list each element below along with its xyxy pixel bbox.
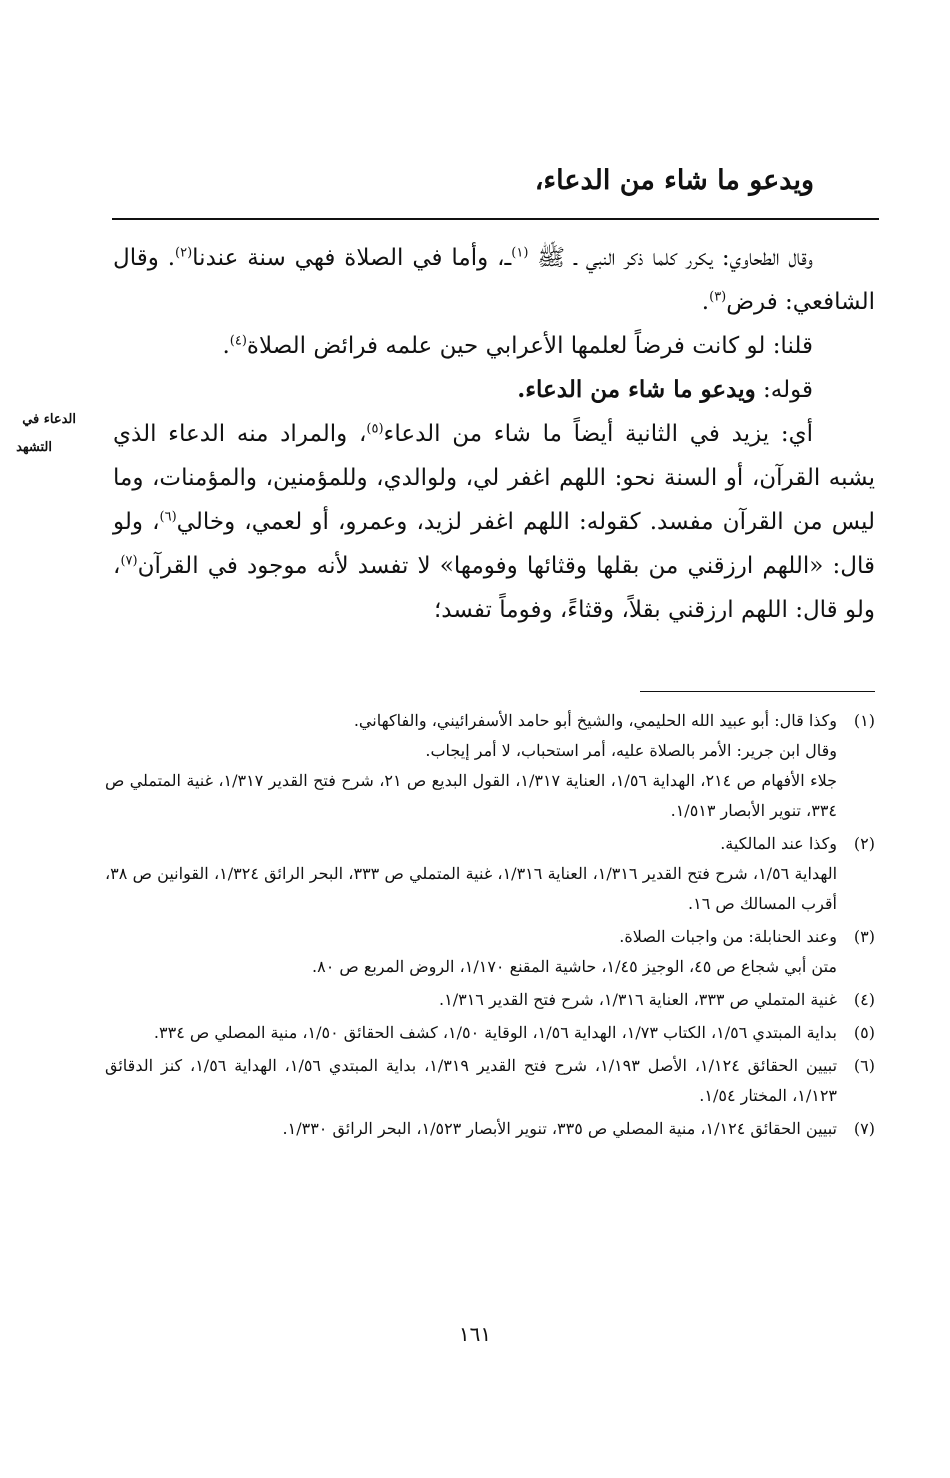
footnote-ref-3: (٣) xyxy=(709,289,727,305)
footnote-line: وكذا قال: أبو عبيد الله الحليمي، والشيخ أبو حامد الأسفرائيني، والفاكهاني. xyxy=(353,711,837,730)
main-text xyxy=(113,236,875,632)
footnote-4 xyxy=(105,985,875,1015)
quote-lead: قوله: xyxy=(763,377,813,403)
paragraph-1-text-b: ـ، وأما في الصلاة فهي سنة عندنا xyxy=(192,245,512,271)
running-header-title: ويدعو ما شاء من الدعاء، xyxy=(534,165,814,196)
footnote-1 xyxy=(105,706,875,826)
footnote-number: (٥) xyxy=(853,1023,875,1042)
footnotes xyxy=(105,706,875,1147)
footnote-6 xyxy=(105,1051,875,1111)
footnote-line: متن أبي شجاع ص ٤٥، الوجيز ١/٤٥، حاشية المقنع ١/١٧٠، الروض المربع ص ٨٠. xyxy=(312,957,837,976)
footnote-ref-2: (٢) xyxy=(175,245,193,261)
margin-note-line-1: الدعاء في xyxy=(22,412,76,427)
header-divider xyxy=(112,218,879,220)
paragraph-2-text-a: قلنا: لو كانت فرضاً لعلمها الأعرابي حين علمه فرائض الصلاة xyxy=(246,333,813,359)
paragraph-4-text-d: ، ولو قال: اللهم ارزقني بقلاً، وقثاءً، وفوماً تفسد؛ xyxy=(113,553,875,623)
footnote-line: جلاء الأفهام ص ٢١٤، الهداية ١/٥٦، العناية ١/٣١٧، القول البديع ص ٢١، شرح فتح القدير ١/٣١٧، غنية المتملي ص ٣٣٤، تنوير الأبصار ١/٥١٣. xyxy=(105,771,838,820)
footnote-number: (٦) xyxy=(853,1056,875,1075)
footnote-2 xyxy=(105,829,875,919)
footnote-line: الهداية ١/٥٦، شرح فتح القدير ١/٣١٦، العناية ١/٣١٦، غنية المتملي ص ٣٣٣، البحر الرائق ١/٣٢٤، القوانين ص ٣٨، أقرب المسالك ص ١٦. xyxy=(105,864,838,913)
paragraph-3 xyxy=(113,368,875,412)
footnote-ref-6: (٦) xyxy=(159,509,177,525)
paragraph-1 xyxy=(113,236,875,324)
footnote-number: (١) xyxy=(853,711,875,730)
footnote-line: تبيين الحقائق ١/١٢٤، منية المصلي ص ٣٣٥، تنوير الأبصار ١/٥٢٣، البحر الرائق ١/٣٣٠. xyxy=(282,1119,837,1138)
paragraph-4-text-c: ، ولو قال: «اللهم ارزقني من بقلها وقثائها وفومها» لا تفسد لأنه موجود في القرآن xyxy=(113,509,875,579)
footnote-line: تبيين الحقائق ١/١٢٤، الأصل ١/١٩٣، شرح فتح القدير ١/٣١٩، بداية المبتدي ١/٥٦، الهداية ١/٥٦، كنز الدقائق ١/١٢٣، المختار ١/٥٤. xyxy=(105,1056,838,1105)
paragraph-1-text-c: . وقال الشافعي: فرض xyxy=(113,245,875,315)
footnote-ref-1: (١) xyxy=(511,245,529,261)
paragraph-4-text-b: ، والمراد منه الدعاء الذي يشبه القرآن، أو السنة نحو: اللهم اغفر لي، ولوالدي، وللمؤمنين، والمؤمنات، وما ليس من القرآن مفسد. كقوله: اللهم اغفر لزيد، وعمرو، أو لعمي، وخالي xyxy=(113,421,875,535)
footnote-number: (٧) xyxy=(853,1119,875,1138)
paragraph-4 xyxy=(113,412,875,632)
margin-note-line-2: التشهد xyxy=(16,440,52,455)
footnote-ref-7: (٧) xyxy=(120,553,138,569)
footnote-3 xyxy=(105,922,875,982)
paragraph-2-text-b: . xyxy=(222,333,230,359)
footnote-line: غنية المتملي ص ٣٣٣، العناية ١/٣١٦، شرح فتح القدير ١/٣١٦. xyxy=(439,990,837,1009)
paragraph-1-text-d: . xyxy=(701,289,710,315)
page-number: ١٦١ xyxy=(458,1322,492,1346)
running-header xyxy=(120,150,814,212)
footnote-divider xyxy=(640,691,875,692)
footnote-number: (٢) xyxy=(853,834,875,853)
footnote-7 xyxy=(105,1114,875,1144)
quoted-matn: ويدعو ما شاء من الدعاء. xyxy=(517,376,756,403)
footnote-5 xyxy=(105,1018,875,1048)
footnote-line: وكذا عند المالكية. xyxy=(720,834,837,853)
footnote-ref-5: (٥) xyxy=(366,421,384,437)
footnote-ref-4: (٤) xyxy=(229,333,247,349)
paragraph-1-text-a: وقال الطحاوي: يكرر كلما ذكر النبي ـ ﷺ xyxy=(528,245,813,271)
paragraph-4-text-a: أي: يزيد في الثانية أيضاً ما شاء من الدعاء xyxy=(383,421,813,447)
footnote-line: بداية المبتدي ١/٥٦، الكتاب ١/٧٣، الهداية ١/٥٦، الوقاية ١/٥٠، كشف الحقائق ١/٥٠، منية المصلي ص ٣٣٤. xyxy=(153,1023,837,1042)
footnote-line: وقال ابن جرير: الأمر بالصلاة عليه، أمر استحباب، لا أمر إيجاب. xyxy=(425,741,837,760)
footnote-number: (٤) xyxy=(853,990,875,1009)
paragraph-2 xyxy=(113,324,875,368)
footnote-line: وعند الحنابلة: من واجبات الصلاة. xyxy=(619,927,837,946)
margin-note xyxy=(6,406,76,462)
footnote-number: (٣) xyxy=(853,927,875,946)
